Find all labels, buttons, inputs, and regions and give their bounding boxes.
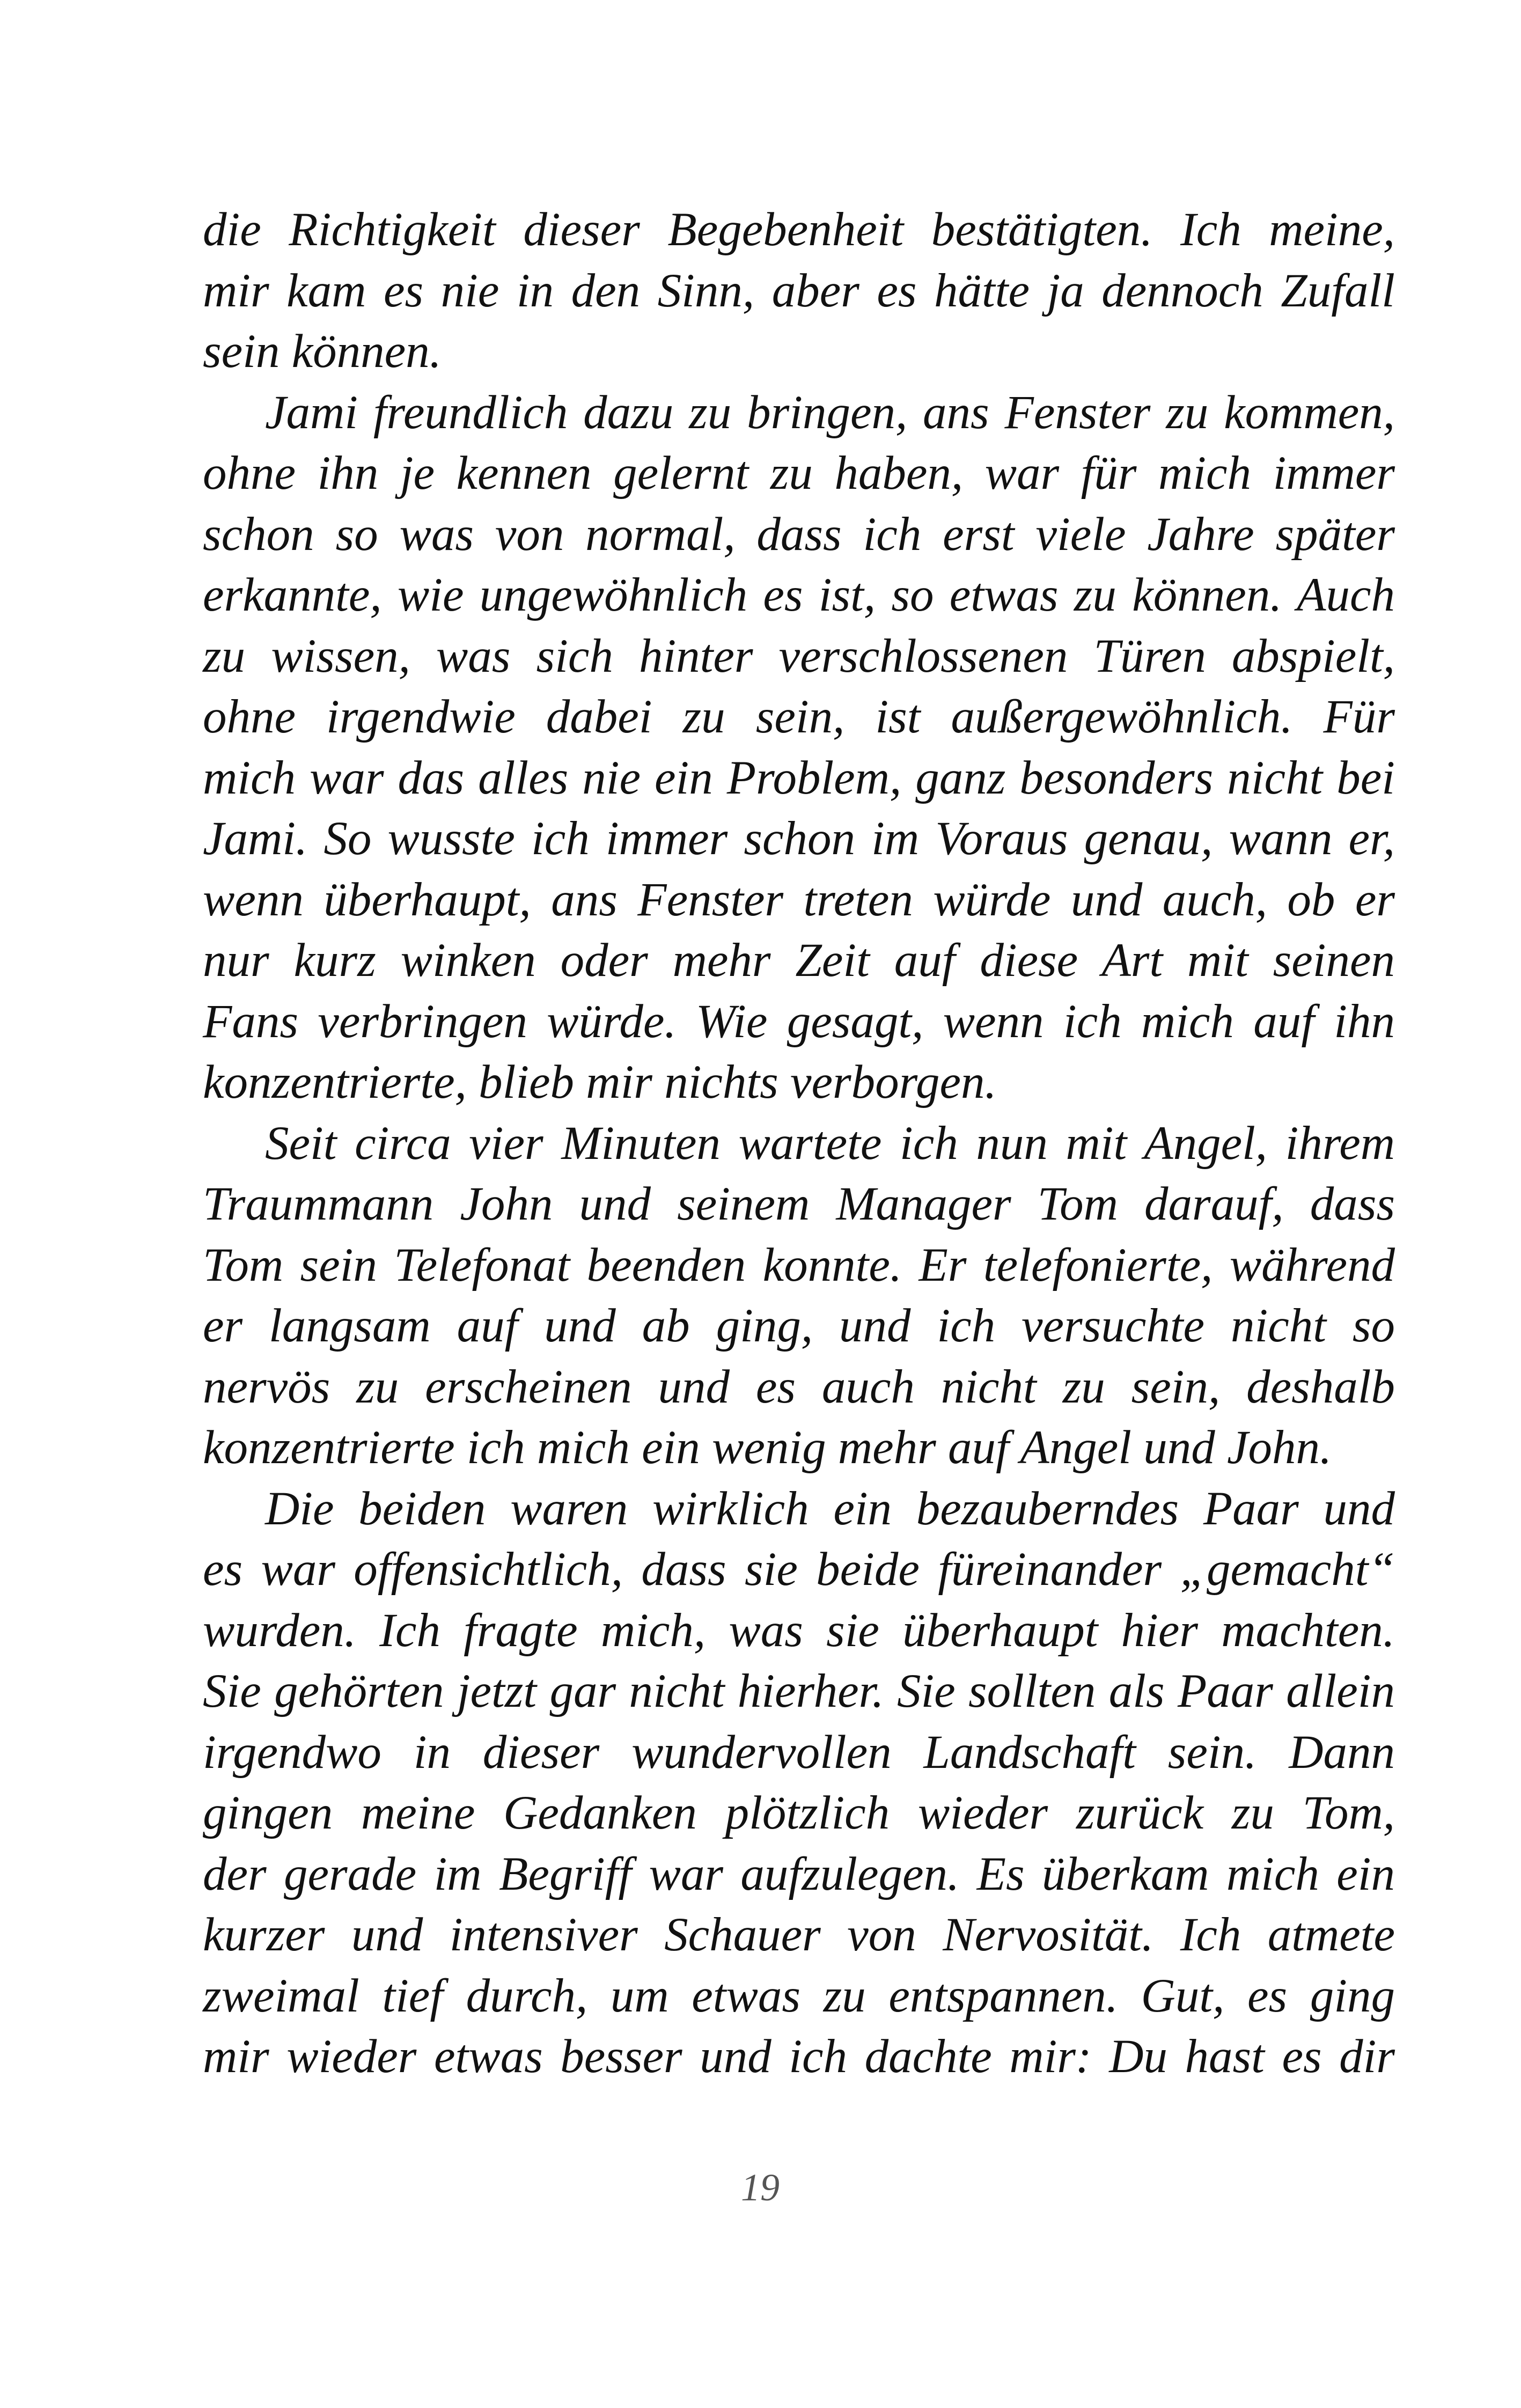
text-line: sein können. [203,325,442,378]
text-line: der gerade im Begriff war aufzulegen. Es überkam mich ein [203,1847,1395,1900]
text-line: es war offensichtlich, dass sie beide füreinander „gemacht“ [203,1543,1395,1596]
text-line: wurden. Ich fragte mich, was sie überhaupt hier machten. [203,1604,1395,1657]
text-line: zweimal tief durch, um etwas zu entspannen. Gut, es ging [203,1969,1395,2022]
text-line: gingen meine Gedanken plötzlich wieder zurück zu Tom, [203,1787,1395,1839]
text-line: mir wieder etwas besser und ich dachte mir: Du hast es dir [203,2030,1395,2083]
text-line: mich war das alles nie ein Problem, ganz besonders nicht bei [203,751,1395,804]
text-line: die Richtigkeit dieser Begebenheit bestätigten. Ich meine, [203,203,1395,256]
text-line: mir kam es nie in den Sinn, aber es hätte ja dennoch Zufall [203,264,1395,317]
text-line: schon so was von normal, dass ich erst viele Jahre später [203,508,1395,561]
text-line: wenn überhaupt, ans Fenster treten würde und auch, ob er [203,873,1395,926]
text-line: Tom sein Telefonat beenden konnte. Er telefonierte, während [203,1238,1395,1291]
text-line: zu wissen, was sich hinter verschlossenen Türen abspielt, [203,629,1395,682]
body-text [203,200,1395,2088]
text-line: konzentrierte, blieb mir nichts verborgen. [203,1056,997,1108]
text-line: irgendwo in dieser wundervollen Landschaft sein. Dann [203,1726,1395,1779]
text-line: konzentrierte ich mich ein wenig mehr auf Angel und John. [203,1421,1332,1474]
text-line: Seit circa vier Minuten wartete ich nun mit Angel, ihrem [265,1117,1395,1170]
text-line: ohne irgendwie dabei zu sein, ist außergewöhnlich. Für [203,691,1395,743]
text-line: erkannte, wie ungewöhnlich es ist, so etwas zu können. Auch [203,569,1395,621]
text-line: nur kurz winken oder mehr Zeit auf diese Art mit seinen [203,934,1395,987]
paragraph [203,383,1395,1113]
page-number: 19 [741,2166,780,2209]
text-line: Traummann John und seinem Manager Tom darauf, dass [203,1178,1395,1230]
text-line: Sie gehörten jetzt gar nicht hierher. Sie sollten als Paar allein [203,1665,1395,1717]
text-line: Fans verbringen würde. Wie gesagt, wenn ich mich auf ihn [203,995,1395,1048]
text-line: er langsam auf und ab ging, und ich versuchte nicht so [203,1300,1395,1352]
text-line: kurzer und intensiver Schauer von Nervosität. Ich atmete [203,1908,1395,1961]
text-line: nervös zu erscheinen und es auch nicht zu sein, deshalb [203,1360,1395,1413]
text-line: Die beiden waren wirklich ein bezauberndes Paar und [265,1482,1395,1535]
text-line: Jami freundlich dazu zu bringen, ans Fenster zu kommen, [265,386,1395,439]
text-line: ohne ihn je kennen gelernt zu haben, war für mich immer [203,447,1395,500]
text-line: Jami. So wusste ich immer schon im Voraus genau, wann er, [203,812,1395,865]
paragraph [203,200,1395,383]
paragraph [203,1479,1395,2088]
paragraph [203,1113,1395,1479]
